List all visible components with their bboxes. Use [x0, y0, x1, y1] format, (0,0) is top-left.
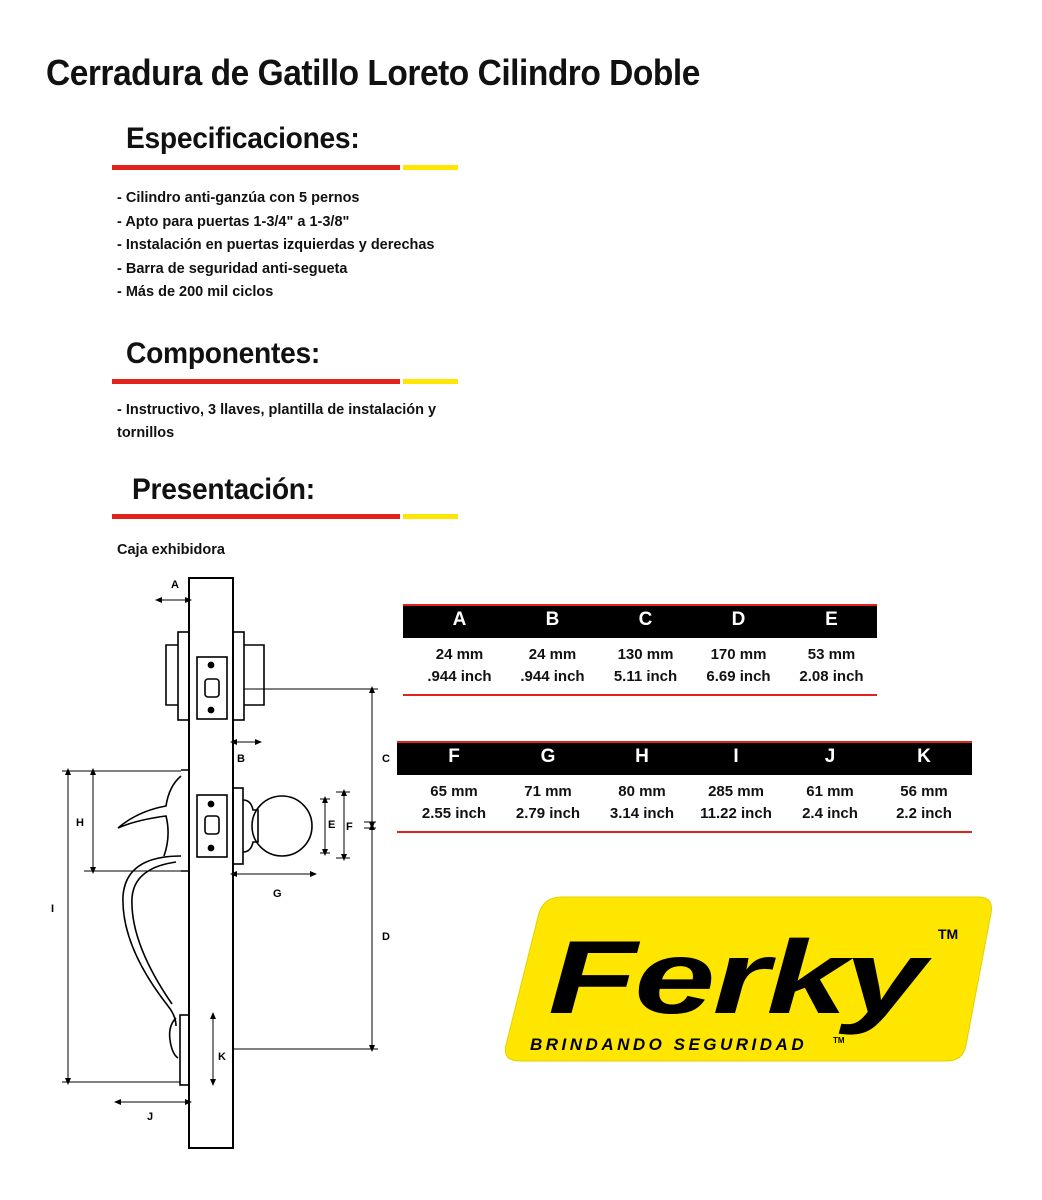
spec-item: - Barra de seguridad anti-segueta — [117, 260, 348, 277]
presentacion-heading: Presentación: — [132, 473, 315, 506]
table-bottom-line — [397, 831, 972, 833]
componentes-rule — [112, 379, 458, 384]
componentes-text: - Instructivo, 3 llaves, plantilla de instalación y tornillos — [117, 402, 437, 441]
componentes-heading: Componentes: — [126, 337, 321, 370]
table-header-h: H — [635, 746, 649, 767]
lock-diagram — [0, 560, 420, 1160]
especificaciones-rule — [112, 165, 458, 170]
table-bottom-line — [403, 694, 877, 696]
table-header-i: I — [733, 746, 739, 767]
spec-item: - Más de 200 mil ciclos — [117, 284, 274, 300]
dim-label-g: G — [273, 888, 282, 900]
table-header-g: G — [540, 746, 556, 767]
table-header-c: C — [638, 609, 653, 630]
table-value-inch: .944 inch — [427, 668, 492, 685]
dim-label-e: E — [328, 819, 336, 831]
table-value-mm: 170 mm — [710, 646, 767, 663]
brand-name: Ferky — [548, 920, 934, 1036]
table-value-inch: 5.11 inch — [613, 668, 678, 685]
table-value-inch: .944 inch — [520, 668, 585, 685]
table-value-mm: 24 mm — [528, 646, 577, 663]
dim-label-b: B — [237, 753, 245, 765]
table-value-inch: 11.22 inch — [700, 805, 772, 822]
dim-label-d: D — [382, 931, 390, 943]
brand-tagline-tm: TM — [833, 1036, 845, 1045]
table-value-mm: 53 mm — [807, 646, 856, 663]
table-value-inch: 2.79 inch — [515, 805, 581, 822]
dim-label-j: J — [147, 1111, 154, 1123]
presentacion-rule — [112, 514, 458, 519]
table-value-inch: 3.14 inch — [609, 805, 675, 822]
dimension-table-1 — [403, 604, 877, 696]
table-value-mm: 130 mm — [617, 646, 674, 663]
table-value-mm: 71 mm — [524, 783, 572, 800]
dim-label-a: A — [171, 579, 179, 591]
dimension-table-2 — [397, 741, 972, 833]
table-value-inch: 2.4 inch — [802, 805, 858, 822]
dim-label-k: K — [218, 1051, 226, 1063]
table-header-d: D — [731, 609, 746, 630]
spec-item: - Cilindro anti-ganzúa con 5 pernos — [117, 190, 360, 206]
table-value-mm: 80 mm — [618, 783, 666, 800]
table-value-inch: 2.2 inch — [896, 805, 952, 822]
spec-item: - Apto para puertas 1-3/4" a 1-3/8" — [117, 213, 350, 230]
table-value-inch: 6.69 inch — [706, 668, 771, 685]
dim-label-i: I — [51, 903, 55, 915]
ferky-logo — [500, 895, 995, 1065]
brand-tm: TM — [938, 926, 959, 942]
spec-item: - Instalación en puertas izquierdas y derechas — [117, 237, 435, 253]
table-value-mm: 61 mm — [806, 783, 854, 800]
dim-label-c: C — [382, 753, 390, 765]
table-header-a: A — [452, 609, 467, 630]
table-value-inch: 2.08 inch — [799, 668, 864, 685]
dim-label-f: F — [346, 821, 353, 833]
table-value-mm: 285 mm — [708, 783, 764, 800]
brand-tagline: BRINDANDO SEGURIDAD — [530, 1035, 808, 1054]
table-value-mm: 24 mm — [435, 646, 484, 663]
table-header-f: F — [448, 746, 460, 767]
page-title: Cerradura de Gatillo Loreto Cilindro Doble — [46, 52, 700, 93]
especificaciones-list — [117, 187, 435, 305]
dim-label-h: H — [76, 817, 84, 829]
presentacion-text: Caja exhibidora — [117, 542, 225, 558]
table-value-inch: 2.55 inch — [421, 805, 487, 822]
table-value-mm: 56 mm — [900, 783, 948, 800]
table-value-mm: 65 mm — [430, 783, 478, 800]
especificaciones-heading: Especificaciones: — [126, 122, 360, 155]
table-header-j: J — [824, 746, 836, 767]
table-header-k: K — [917, 746, 931, 767]
table-header-b: B — [545, 609, 560, 630]
table-header-e: E — [825, 609, 838, 630]
